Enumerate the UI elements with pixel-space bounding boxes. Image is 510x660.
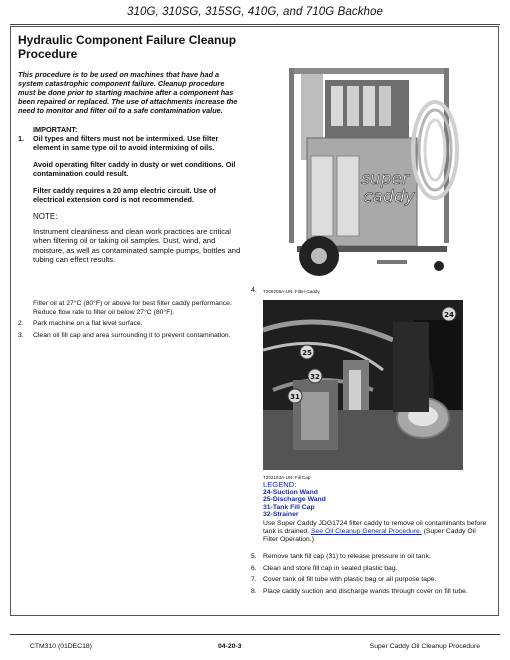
legend-item-24: 24-Suction Wand xyxy=(263,488,318,496)
header-rule xyxy=(10,24,500,25)
footer-page-number: 04-20-3 xyxy=(218,643,242,650)
filter-temp-text: Filter oil at 27°C (80°F) or above for best filter caddy performance. Reduce flow rate to filter oil below 27°C (80°F). xyxy=(33,300,232,316)
footer-section-title: Super Caddy Oil Cleanup Procedure xyxy=(369,643,480,650)
callout-25: 25 xyxy=(302,349,312,357)
figure-2-caption: T202153A-UN: Fill Cap xyxy=(263,475,311,480)
note-text: Instrument cleanliness and clean work practices are critical when filtering oil or taking oil samples. Dust, wind, and moisture, as well as contaminated sample pumps, bottles and tubing can effect results. xyxy=(33,227,241,265)
step-1-number: 1. xyxy=(18,134,25,143)
section-title: Hydraulic Component Failure Cleanup Procedure xyxy=(18,33,237,61)
use-caddy-text-2: (Super Caddy Oil Filter Operation.) xyxy=(263,528,476,544)
caddy-brand-line-1: super xyxy=(361,169,409,189)
step-4-number: 4. xyxy=(251,287,257,294)
callout-32: 32 xyxy=(310,373,320,381)
footer-doc-id: CTM310 (01DEC18) xyxy=(30,643,92,650)
oil-cleanup-link[interactable]: See Oil Cleanup General Procedure. xyxy=(310,528,422,536)
page-header: 310G, 310SG, 315SG, 410G, and 710G Backhoe xyxy=(126,6,384,18)
step-5-text: Remove tank fill cap (31) to release pressure in oil tank. xyxy=(263,553,431,560)
step-2-text: Park machine on a flat level surface. xyxy=(33,320,143,328)
step-3 xyxy=(18,332,242,341)
step-8 xyxy=(251,588,487,596)
step-8-number: 8. xyxy=(251,588,257,596)
intro-paragraph: This procedure is to be used on machines that have had a system catastrophic component failure. Cleanup procedure must be done prior to starting machine after a component has been repaired or replaced. The use of attachments increase the need to monitor and filter oil to a safe contamination value. xyxy=(18,70,238,115)
step-5-number: 5. xyxy=(251,553,257,560)
use-caddy-text-1: Use Super Caddy JDG1724 filter caddy to remove oil contaminants before tank is drained. xyxy=(263,520,487,536)
step-7 xyxy=(251,576,487,584)
step-5 xyxy=(251,553,487,561)
step-1 xyxy=(18,134,242,152)
legend-label: LEGEND: xyxy=(263,480,297,489)
footer-rule xyxy=(10,634,500,635)
step-3-text: Clean oil fill cap and area surrounding it to prevent contamination. xyxy=(33,331,231,339)
step-2-number: 2. xyxy=(18,320,24,328)
legend-item-31: 31-Tank Fill Cap xyxy=(263,503,315,511)
dusty-warning: Avoid operating filter caddy in dusty or wet conditions. Oil contamination could result. xyxy=(33,160,236,178)
step-6-number: 6. xyxy=(251,564,257,572)
step-8-text: Place caddy suction and discharge wands through cover on fill tube. xyxy=(263,588,468,596)
step-6 xyxy=(251,565,487,573)
circuit-warning: Filter caddy requires a 20 amp electric circuit. Use of electrical extension cord is not recommended. xyxy=(33,186,216,204)
step-7-text: Cover tank oil fill tube with plastic bag or all purpose tape. xyxy=(263,576,437,584)
figure-1-caption: T206209A-UN: Filter Caddy xyxy=(263,289,320,294)
legend-item-25: 25-Discharge Wand xyxy=(263,496,326,504)
caddy-brand-line-2: caddy xyxy=(363,187,415,207)
right-steps xyxy=(251,553,487,600)
callout-31: 31 xyxy=(290,393,300,401)
step-3-number: 3. xyxy=(18,331,24,339)
legend xyxy=(263,481,326,519)
important-label: IMPORTANT: xyxy=(33,125,78,134)
left-column xyxy=(18,34,242,265)
step-2 xyxy=(18,320,242,329)
left-steps xyxy=(18,300,242,343)
filter-caddy-photo xyxy=(267,60,463,282)
fill-cap-photo xyxy=(263,300,463,470)
use-caddy-text xyxy=(263,520,487,545)
callout-24: 24 xyxy=(444,311,454,319)
step-6-text: Clean and store fill cap in sealed plastic bag. xyxy=(263,564,398,572)
note-label: NOTE: xyxy=(33,212,58,221)
step-7-number: 7. xyxy=(251,576,257,584)
legend-item-32: 32-Strainer xyxy=(263,511,299,519)
step-1-text: Oil types and filters must not be intermixed. Use filter element in same type oil to avoid intermixing of oils. xyxy=(33,134,219,152)
